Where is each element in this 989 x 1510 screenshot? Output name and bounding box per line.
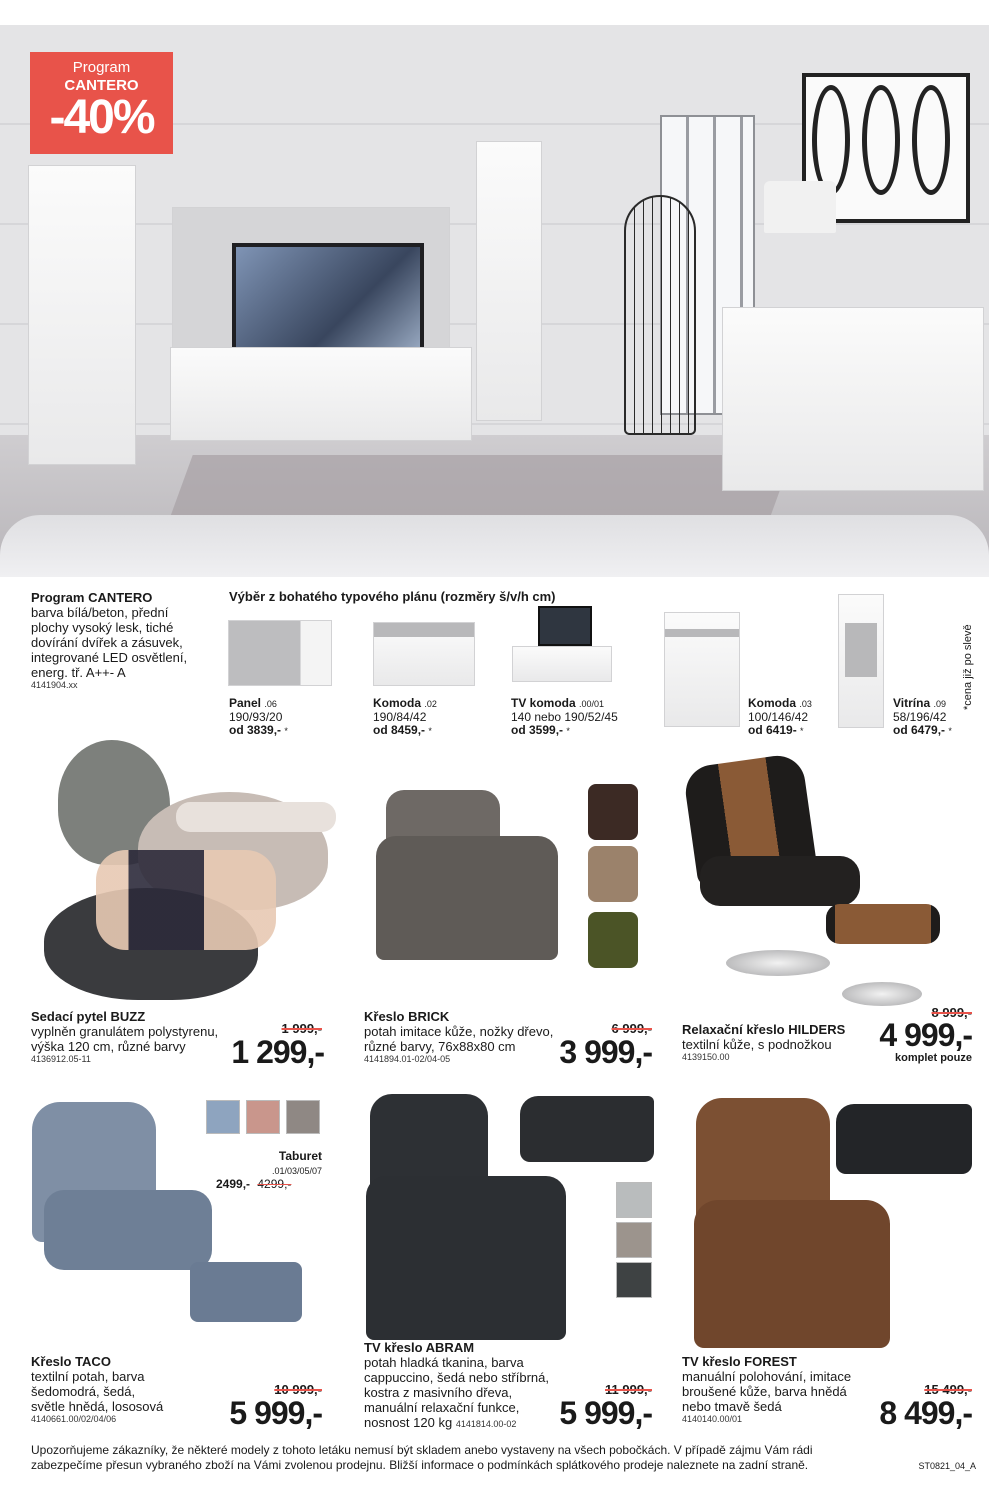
buzz-info: Sedací pytel BUZZ vyplněn granulátem polystyrenu, výška 120 cm, různé barvy 4136912.05-11 [31, 1009, 231, 1064]
hero-tall-cabinet [476, 141, 542, 421]
taco-swatch-3 [286, 1100, 320, 1134]
girl-lying-image [176, 802, 336, 832]
taco-price: 5 999,- [229, 1395, 322, 1431]
abram-swatch-3 [616, 1262, 652, 1298]
brick-title: Křeslo BRICK [364, 1009, 450, 1024]
brick-info: Křeslo BRICK potah imitace kůže, nožky dřevo, různé barvy, 76x88x80 cm 4141894.01-02/04-05 [364, 1009, 564, 1064]
abram-title: TV křeslo ABRAM [364, 1340, 475, 1355]
brick-old-price: 6 999,- [611, 1021, 652, 1036]
panel-image [228, 620, 332, 686]
hilders-footstool-image [826, 904, 940, 944]
taburet-title: Taburet [278, 1149, 322, 1163]
plan-title: Výběr z bohatého typového plánu (rozměry š/v/h cm) [229, 589, 556, 604]
taco-swatch-2 [246, 1100, 280, 1134]
plan-item-komoda-02: Komoda .02 190/84/42 od 8459,- * [373, 696, 437, 737]
plan-item-vitrina: Vitrína .09 58/196/42 od 6479,- * [893, 696, 952, 737]
abram-price: 5 999,- [559, 1395, 652, 1431]
komoda-02-image [373, 622, 475, 686]
tvkomoda-tv-image [538, 606, 592, 646]
taco-info: Křeslo TACO textilní potah, barva šedomodrá, šedá, světle hnědá, lososová 4140661.00/02/04/06 [31, 1354, 211, 1424]
forest-info: TV křeslo FOREST manuální polohování, imitace broušené kůže, barva hnědá nebo tmavě šedá 4140140.00/01 [682, 1354, 862, 1424]
badge-line1: Program [72, 59, 131, 76]
forest-title: TV křeslo FOREST [682, 1354, 797, 1369]
brick-price: 3 999,- [559, 1034, 652, 1070]
hilders-footstool-base [842, 982, 922, 1006]
hilders-title: Relaxační křeslo HILDERS [682, 1022, 846, 1037]
brick-variant-green-image [588, 912, 638, 968]
buzz-price: 1 299,- [231, 1034, 324, 1070]
hilders-old-price: 8 999,- [931, 1005, 972, 1020]
taco-title: Křeslo TACO [31, 1354, 111, 1369]
buzz-title: Sedací pytel BUZZ [31, 1009, 146, 1024]
plan-item-tv-komoda: TV komoda .00/01 140 nebo 190/52/45 od 3599,- * [511, 696, 618, 737]
hilders-info: Relaxační křeslo HILDERS textilní kůže, s podnožkou 4139150.00 [682, 1022, 862, 1062]
hero-floor-lamp [624, 195, 696, 435]
hero-sofa [0, 515, 989, 577]
plan-item-panel: Panel .06 190/93/20 od 3839,- * [229, 696, 288, 737]
cantero-title: Program CANTERO [31, 590, 153, 605]
abram-recline-image [520, 1096, 654, 1162]
taburet-prices: 2499,- 4299,- [216, 1177, 292, 1191]
hero-vitrine [28, 165, 136, 465]
discount-badge [30, 52, 173, 154]
hero-table-lamp [764, 181, 836, 233]
footer-disclaimer: Upozorňujeme zákazníky, že některé modely z tohoto letáku nemusí být skladem anebo vystaveny na všech pobočkách. V případě zájmu Vám rádi zabezpečíme přesun vybraného zboží na Vámi zvolenou prodejnu. Bližší informace o podmínkách splátkového prodeje naleznete na zadní straně. [31, 1443, 813, 1472]
brick-chair-image [376, 836, 558, 960]
taco-old-price: 10 999,- [274, 1382, 322, 1397]
hero-tv [232, 243, 424, 363]
cantero-info [31, 590, 221, 690]
brick-variant-brown-image [588, 784, 638, 840]
forest-old-price: 15 499,- [924, 1382, 972, 1397]
tvkomoda-image [512, 646, 612, 682]
forest-recline-image [836, 1104, 972, 1174]
hilders-price: 4 999,- [879, 1017, 972, 1053]
forest-price: 8 499,- [879, 1395, 972, 1431]
abram-swatch-1 [616, 1182, 652, 1218]
brick-variant-taupe-image [588, 846, 638, 902]
abram-chair-image [366, 1176, 566, 1340]
taco-swatch-1 [206, 1100, 240, 1134]
forest-chair-image [694, 1200, 890, 1348]
abram-swatch-2 [616, 1222, 652, 1258]
abram-info: TV křeslo ABRAM potah hladká tkanina, barva cappuccino, šedá nebo stříbrná, kostra z masivního dřeva, manuální relaxační funkce, nosnost 120 kg 4141814.00-02 [364, 1340, 564, 1432]
girl-sitting-image [96, 850, 276, 950]
price-note: *cena již po slevě [962, 624, 974, 710]
cantero-desc: barva bílá/beton, přední plochy vysoký lesk, tiché dovírání dvířek a zásuvek, integrované LED osvětlení, energ. tř. A++- A [31, 605, 188, 680]
hero-sideboard [722, 307, 984, 491]
hero-tv-stand [170, 347, 472, 441]
badge-line2: CANTERO [64, 77, 139, 94]
plan-item-komoda-03: Komoda .03 100/146/42 od 6419- * [748, 696, 812, 737]
hilders-seat-image [700, 856, 860, 906]
cantero-code: 4141904.xx [31, 680, 78, 690]
hilders-base-image [726, 950, 830, 976]
taco-chair-image [44, 1190, 212, 1270]
buzz-old-price: 1 999,- [281, 1021, 322, 1036]
taburet-code: .01/03/05/07 [271, 1166, 322, 1176]
page-code: ST0821_04_A [918, 1461, 976, 1471]
komoda-03-image [664, 612, 740, 727]
abram-old-price: 11 999,- [605, 1382, 652, 1397]
taburet-image [190, 1262, 302, 1322]
badge-discount: -40% [49, 91, 154, 144]
hilders-note: komplet pouze [894, 1052, 972, 1064]
